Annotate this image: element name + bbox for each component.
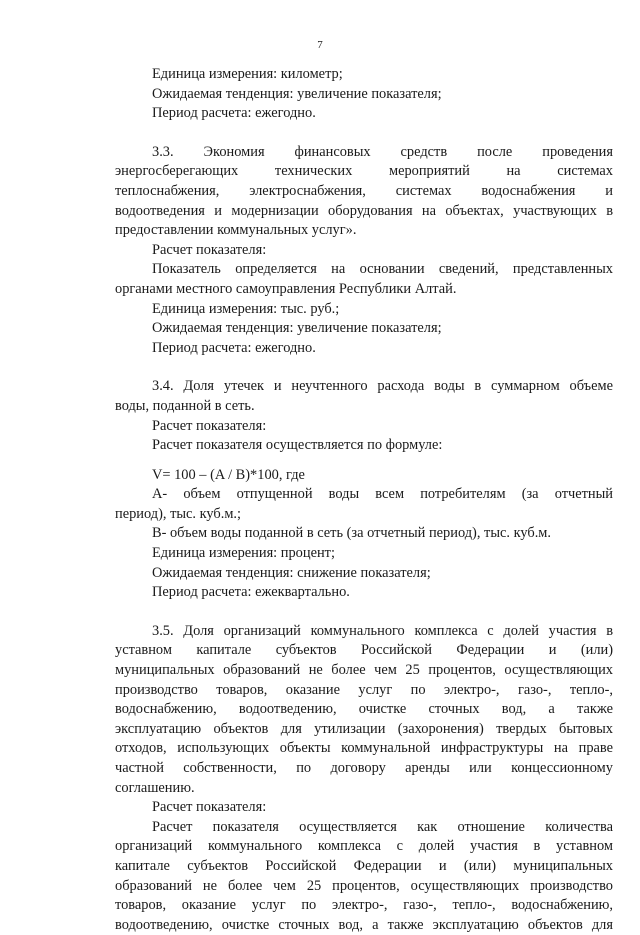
text-line: капитале субъектов Российской Федерации и (или) муниципальных: [115, 857, 613, 874]
calc-label: Расчет показателя:: [152, 799, 267, 816]
section-heading-line: 3.5. Доля организаций коммунального комплекса с долей участия в: [152, 622, 613, 639]
section-3-3: [115, 143, 613, 359]
section-heading-line: уставном капитале субъектов Российской Федерации и (или): [115, 642, 613, 659]
section-heading-line: теплоснабжения, электроснабжения, системах водоснабжения и: [115, 182, 613, 199]
text-line: Единица измерения: километр;: [152, 66, 343, 82]
text-line: период), тыс. куб.м.;: [115, 505, 242, 522]
text-line: органами местного самоуправления Республики Алтай.: [115, 280, 457, 297]
page-number: 7: [317, 39, 323, 51]
section-heading-line: воды, поданной в сеть.: [115, 397, 255, 414]
section-heading-line: 3.4. Доля утечек и неучтенного расхода воды в суммарном объеме: [152, 378, 613, 395]
section-heading-line: предоставлении коммунальных услуг».: [115, 222, 357, 239]
section-heading-line: водоснабжению, водоотведению, очистке сточных вод, а также: [115, 701, 613, 718]
section-3-4: [115, 377, 613, 603]
section-heading-line: производство товаров, оказание услуг по электро-, газо-, тепло-,: [115, 681, 613, 698]
section-heading-line: соглашению.: [115, 779, 195, 796]
text-line: образований не более чем 25 процентов, осуществляющих производство: [115, 877, 613, 894]
text-line: Период расчета: ежегодно.: [152, 339, 316, 356]
text-line: Период расчета: ежегодно.: [152, 105, 316, 122]
text-line: Ожидаемая тенденция: снижение показателя;: [152, 564, 431, 581]
formula-intro: Расчет показателя осуществляется по формуле:: [152, 437, 443, 454]
section-heading-line: энергосберегающих технических мероприятий на системах: [115, 163, 613, 180]
section-heading-line: муниципальных образований не более чем 25 процентов, осуществляющих: [115, 662, 613, 679]
text-line: Период расчета: ежеквартально.: [152, 584, 350, 601]
block-units-1: [115, 65, 613, 124]
calc-label: Расчет показателя:: [152, 417, 267, 434]
section-heading-line: частной собственности, по договору аренды или концессионному: [115, 760, 613, 776]
section-heading-line: эксплуатацию объектов для утилизации (захоронения) твердых бытовых: [115, 720, 613, 737]
text-line: водоотведению, очистке сточных вод, а также эксплуатацию объектов для: [115, 916, 613, 933]
text-line: Единица измерения: процент;: [152, 545, 335, 562]
calc-label: Расчет показателя:: [152, 241, 267, 258]
text-line: Расчет показателя осуществляется как отношение количества: [152, 818, 613, 835]
text-line: Ожидаемая тенденция: увеличение показателя;: [152, 320, 442, 337]
text-line: Ожидаемая тенденция: увеличение показателя;: [152, 85, 442, 102]
section-heading-line: отходов, использующих объекты коммунальной инфраструктуры на праве: [115, 740, 613, 757]
text-line: А- объем отпущенной воды всем потребителям (за отчетный: [152, 486, 613, 503]
formula: V= 100 – (A / B)*100, где: [152, 466, 305, 483]
text-line: организаций коммунального комплекса с долей участия в уставном: [115, 838, 613, 855]
section-heading-line: 3.3. Экономия финансовых средств после проведения: [152, 143, 613, 160]
document-body: [115, 65, 613, 935]
section-heading-line: водоотведения и модернизации оборудования на объектах, участвующих в: [115, 202, 613, 219]
text-line: Единица измерения: тыс. руб.;: [152, 300, 340, 317]
section-3-5: [115, 622, 613, 935]
text-line: В- объем воды поданной в сеть (за отчетный период), тыс. куб.м.: [152, 525, 551, 542]
text-line: Показатель определяется на основании сведений, представленных: [152, 261, 613, 278]
text-line: товаров, оказание услуг по электро-, газо-, тепло-, водоснабжению,: [115, 897, 613, 914]
